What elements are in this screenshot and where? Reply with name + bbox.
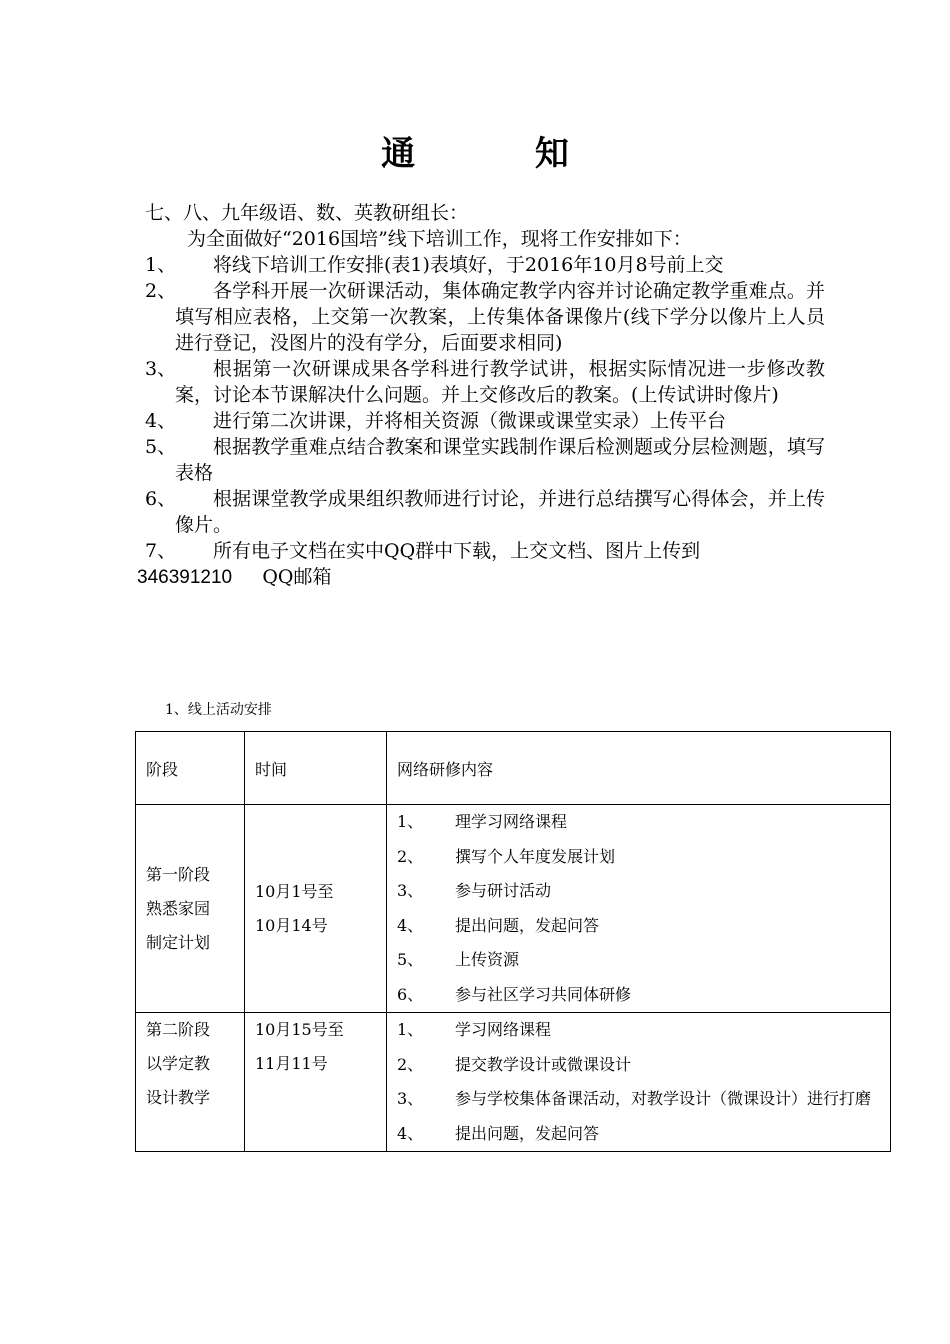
addressee: 七、八、九年级语、数、英教研组长：	[145, 202, 469, 224]
item-number: 2、	[145, 280, 177, 302]
content-cell	[387, 1013, 891, 1152]
item-text: 各学科开展一次研课活动，集体确定教学内容并讨论确定教学重难点。并填写相应表格，上交第一次教案，上传集体备课像片(线下学分以像片上人员进行登记，没图片的没有学分，后面要求相同)	[175, 280, 825, 354]
list-item	[145, 434, 825, 486]
activity-text: 提出问题，发起问答	[455, 915, 600, 935]
list-item	[137, 538, 825, 591]
intro-paragraph: 为全面做好“2016国培”线下培训工作，现将工作安排如下：	[187, 228, 692, 250]
item-text: 将线下培训工作安排(表1)表填好，于2016年10月8号前上交	[213, 254, 724, 276]
activity-item	[397, 978, 880, 1013]
item-number: 5、	[145, 436, 177, 458]
activity-item	[397, 943, 880, 978]
activity-number: 4、	[397, 1123, 424, 1143]
activity-item	[397, 805, 880, 840]
time-line: 11月11号	[255, 1054, 328, 1073]
activity-item	[397, 840, 880, 875]
stage-cell	[136, 1013, 245, 1152]
time-cell	[245, 805, 387, 1013]
activity-text: 提交教学设计或微课设计	[455, 1054, 632, 1074]
activity-item	[397, 874, 880, 909]
stage-cell	[136, 805, 245, 1013]
activity-number: 1、	[397, 812, 424, 831]
qq-suffix: QQ邮箱	[262, 566, 332, 588]
time-line: 10月14号	[255, 915, 328, 935]
stage-line: 制定计划	[146, 932, 211, 952]
header-content: 网络研修内容	[387, 732, 891, 805]
table-row	[136, 805, 891, 1013]
stage-line: 第二阶段	[146, 1020, 211, 1039]
activity-text: 参与学校集体备课活动，对教学设计（微课设计）进行打磨	[455, 1089, 872, 1108]
activity-text: 理学习网络课程	[455, 812, 568, 831]
stage-line: 第一阶段	[146, 864, 211, 884]
activity-text: 参与研讨活动	[455, 881, 552, 900]
activity-number: 2、	[397, 846, 424, 866]
stage-line: 设计教学	[146, 1088, 211, 1107]
stage-line: 以学定教	[146, 1054, 211, 1073]
schedule-table	[135, 731, 891, 1152]
item-text-main: 所有电子文档在实中QQ群中下载，上交文档、图片上传到	[213, 540, 701, 562]
item-text: 根据课堂教学成果组织教师进行讨论，并进行总结撰写心得体会，并上传像片。	[175, 488, 825, 536]
header-stage: 阶段	[136, 732, 245, 805]
item-number: 1、	[145, 254, 177, 276]
activity-number: 5、	[397, 950, 424, 969]
list-item	[145, 408, 825, 434]
activity-number: 4、	[397, 915, 424, 935]
activity-item	[397, 909, 880, 944]
item-number: 3、	[145, 358, 177, 380]
activity-number: 1、	[397, 1020, 424, 1039]
list-item	[145, 278, 825, 356]
activity-item	[397, 1013, 880, 1048]
list-item	[145, 252, 825, 278]
time-line: 10月15号至	[255, 1020, 344, 1039]
item-text	[137, 538, 825, 591]
stage-line: 熟悉家园	[146, 898, 211, 918]
item-number: 4、	[145, 410, 177, 432]
table-row	[136, 1013, 891, 1152]
time-line: 10月1号至	[255, 881, 334, 901]
activity-text: 学习网络课程	[455, 1020, 552, 1039]
activity-number: 6、	[397, 984, 424, 1004]
activity-text: 撰写个人年度发展计划	[455, 846, 616, 866]
activity-number: 3、	[397, 1089, 424, 1108]
content-cell	[387, 805, 891, 1013]
activity-text: 参与社区学习共同体研修	[455, 984, 632, 1004]
time-cell	[245, 1013, 387, 1152]
table-header-row	[136, 732, 891, 805]
activity-text: 上传资源	[455, 950, 520, 969]
qq-number: 346391210	[137, 567, 233, 588]
activity-item	[397, 1117, 880, 1152]
list-item	[145, 356, 825, 408]
page-title: 通 知	[381, 134, 623, 174]
item-text: 根据教学重难点结合教案和课堂实践制作课后检测题或分层检测题，填写表格	[175, 436, 825, 484]
activity-item	[397, 1082, 880, 1117]
header-time: 时间	[245, 732, 387, 805]
table-caption: 1、线上活动安排	[165, 702, 272, 718]
item-text: 进行第二次讲课，并将相关资源（微课或课堂实录）上传平台	[213, 410, 727, 432]
item-number: 6、	[145, 488, 177, 510]
list-item	[145, 486, 825, 538]
activity-text: 提出问题，发起问答	[455, 1123, 600, 1143]
activity-item	[397, 1048, 880, 1083]
activity-number: 2、	[397, 1054, 424, 1074]
activity-number: 3、	[397, 881, 424, 900]
item-text: 根据第一次研课成果各学科进行教学试讲，根据实际情况进一步修改教案，讨论本节课解决什么问题。并上交修改后的教案。(上传试讲时像片)	[175, 358, 825, 406]
notice-body	[137, 200, 825, 591]
item-number: 7、	[145, 540, 177, 562]
